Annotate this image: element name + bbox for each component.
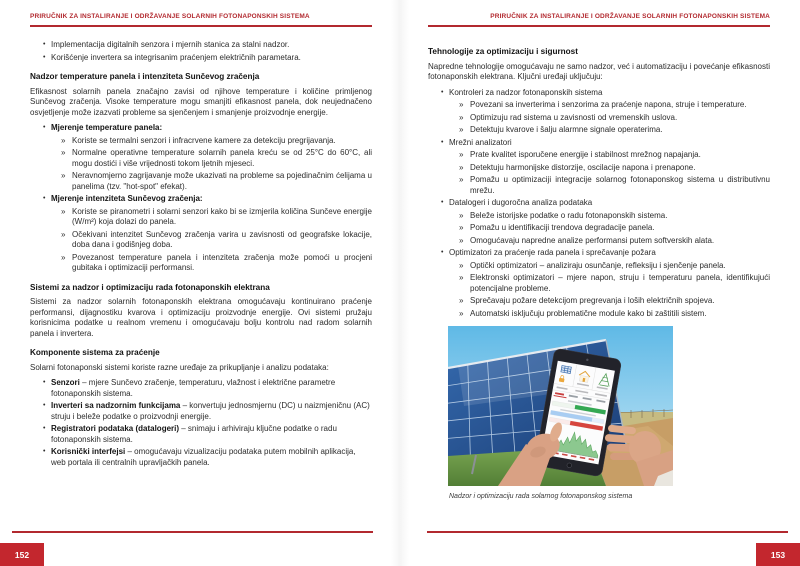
sub-bullet-item (428, 261, 770, 272)
bullet-marker: • (441, 199, 444, 206)
list-item-text: Mjerenje temperature panela: (51, 123, 163, 132)
list-item-text: Detektuju harmonijske distorzije, oscilacije napona i prenapone. (470, 162, 696, 172)
list-item-text: Optimizatori za praćenje rada panela i sprečavanje požara (449, 248, 656, 257)
list-item-text: Optički optimizatori – analiziraju osunčanje, refleksiju i sjenčenje panela. (470, 260, 726, 270)
chevron-marker: » (61, 252, 66, 262)
chevron-marker: » (459, 296, 464, 305)
sub-bullet-item (428, 100, 770, 111)
chevron-marker: » (61, 135, 66, 145)
solar-panel-icon (561, 366, 571, 374)
chevron-marker: » (459, 162, 464, 172)
list-item-text: Datalogeri i dugoročna analiza podataka (449, 198, 593, 207)
list-item-text: Detektuju kvarove i šalju alarmne signale operaterima. (470, 125, 663, 134)
list-item-text: Prate kvalitet isporučene energije i stabilnost mrežnog napajanja. (470, 150, 701, 159)
right-page (400, 0, 800, 566)
sub-bullet-item (428, 309, 770, 320)
sub-bullet-item (30, 136, 372, 147)
list-item-text: Kontroleri za nadzor fotonaponskih sistema (449, 87, 603, 97)
header-rule (30, 25, 372, 27)
list-item-text: Inverteri sa nadzornim funkcijama – konvertuju jednosmjernu (DC) u naizmjeničnu (AC) struju i beleže podatke o proizvodnji energije. (51, 401, 370, 421)
bullet-item (30, 424, 372, 445)
bullet-item (30, 378, 372, 399)
sub-bullet-item (428, 150, 770, 161)
running-header: PRIRUČNIK ZA INSTALIRANJE I ODRŽAVANJE SOLARNIH FOTONAPONSKIH SISTEMA (490, 13, 770, 20)
paragraph: Efikasnost solarnih panela značajno zavisi od njihove temperature i količine primljenog Sunčevog zračenja. Visoke temperature mogu smanjiti efikasnost panela, dok neujednačeno osvjetljenje može izazvati probleme sa sjenčenjem i smanjenje proizvodnje energije. (30, 86, 372, 117)
chevron-marker: » (459, 210, 464, 220)
right-page-content (428, 38, 770, 500)
paragraph: Napredne tehnologije omogućavaju ne samo nadzor, već i automatizaciju i povećanje efikasnosti fotonaponskih elektrana. Ključni uređaji uključuju: (428, 61, 770, 81)
sub-bullet-item (428, 125, 770, 136)
list-item-text: Pomažu u identifikaciji trendova degradacije panela. (470, 223, 655, 232)
bullet-item (30, 53, 372, 64)
bullet-marker: • (43, 53, 46, 61)
chevron-marker: » (61, 229, 66, 239)
page-number: 153 (756, 543, 800, 566)
list-item-text: Optimizuju rad sistema u zavisnosti od vremenskih uslova. (470, 112, 678, 122)
chevron-marker: » (459, 260, 464, 270)
bullet-item (30, 123, 372, 134)
list-item-text: Elektronski optimizatori – mjere napon, struju i temperaturu panela, identifikujući potencijalne probleme. (470, 273, 770, 293)
section-heading: Nadzor temperature panela i intenziteta Sunčevog zračenja (30, 72, 260, 81)
sub-bullet-item (30, 207, 372, 228)
sub-bullet-item (428, 211, 770, 222)
right-page-text (428, 47, 770, 319)
header-rule (428, 25, 770, 27)
list-item-text: Koriste se piranometri i solarni senzori kako bi se izmjerila količina Sunčeve energije (W/m²) koja dolazi do panela. (72, 206, 372, 226)
footer-rule (12, 531, 373, 533)
list-item-text: Koriste se termalni senzori i infracrvene kamere za detekciju pregrijavanja. (72, 135, 336, 145)
sub-bullet-item (428, 273, 770, 294)
running-header: PRIRUČNIK ZA INSTALIRANJE I ODRŽAVANJE SOLARNIH FOTONAPONSKIH SISTEMA (30, 13, 310, 20)
chevron-marker: » (459, 100, 464, 109)
chevron-marker: » (459, 112, 464, 122)
sub-bullet-item (30, 171, 372, 192)
bullet-marker: • (43, 41, 46, 48)
chevron-marker: » (459, 235, 464, 245)
sub-bullet-item (428, 236, 770, 247)
chevron-marker: » (61, 148, 66, 157)
bullet-marker: • (43, 448, 46, 455)
bullet-marker: • (43, 195, 46, 202)
chevron-marker: » (61, 206, 66, 216)
sub-bullet-item (30, 253, 372, 274)
bullet-item (30, 194, 372, 205)
chevron-marker: » (459, 150, 464, 159)
chevron-marker: » (459, 125, 464, 134)
bullet-marker: • (43, 379, 46, 386)
bullet-item (30, 40, 372, 51)
bullet-item (30, 447, 372, 468)
list-item-text: Implementacija digitalnih senzora i mjernih stanica za stalni nadzor. (51, 40, 290, 49)
sub-bullet-item (30, 148, 372, 169)
section-heading: Tehnologije za optimizaciju i sigurnost (428, 47, 578, 56)
footer-rule (427, 531, 788, 533)
page-number: 152 (0, 543, 44, 566)
list-item-text: Korisnički interfejsi – omogućavaju vizualizaciju podataka putem mobilnih aplikacija, web portala ili centralnih upravljačkih panela. (51, 447, 356, 467)
bullet-item (30, 401, 372, 422)
chevron-marker: » (459, 175, 464, 184)
sub-bullet-item (428, 296, 770, 307)
list-item-text: Registratori podataka (datalogeri) – snimaju i arhiviraju ključne podatke o radu fotonaponskih sistema. (51, 424, 337, 444)
list-item-text: Povezanost temperature panela i intenziteta zračenja može pomoći u procjeni gubitaka i optimizaciji performansi. (72, 252, 372, 272)
list-item-text: Normalne operativne temperature solarnih panela kreću se od 25°C do 60°C, ali mogu dostići i više vrijednosti tokom ljetnih mjeseci. (72, 148, 372, 168)
bullet-item (428, 88, 770, 99)
bullet-marker: • (43, 402, 46, 409)
bullet-marker: • (441, 138, 444, 146)
figure-image (448, 326, 673, 486)
paragraph: Sistemi za nadzor solarnih fotonaponskih elektrana omogućavaju kontinuirano praćenje performansi, dijagnostiku kvarova i optimizaciju proizvodnje energije. Ovi sistemi pružaju korisnicima podatke u realnom vremenu i omogućavaju bolju kontrolu nad radom solarnih panela i invertera. (30, 297, 372, 338)
list-item-text: Mrežni analizatori (449, 137, 512, 147)
list-item-text: Neravnomjerno zagrijavanje može ukazivati na probleme sa pojedinačnim ćelijama u panelima (tzv. "hot-spot" efekat). (72, 171, 372, 191)
list-item-text: Sprečavaju požare detekcijom pregrevanja i loših električnih spojeva. (470, 296, 715, 305)
bullet-marker: • (441, 88, 444, 96)
list-item-text: Senzori – mjere Sunčevo zračenje, temperaturu, vlažnost i električne parametre fotonaponskih sistema. (51, 378, 336, 398)
bullet-marker: • (441, 249, 444, 256)
sub-bullet-item (428, 175, 770, 196)
chevron-marker: » (459, 273, 464, 282)
sub-bullet-item (428, 163, 770, 174)
section-heading: Sistemi za nadzor i optimizaciju rada fotonaponskih elektrana (30, 282, 270, 292)
list-item-text: Povezani sa inverterima i senzorima za praćenje napona, struje i temperature. (470, 100, 747, 109)
left-page-content (30, 38, 372, 469)
list-item-text: Korišćenje invertera sa integrisanim praćenjem električnih parametara. (51, 52, 301, 62)
list-item-text: Pomažu u optimizaciji integracije solarnog fotonaponskog sistema u distributivnu mrežu. (470, 175, 770, 195)
bullet-marker: • (43, 425, 46, 432)
sub-bullet-item (428, 223, 770, 234)
bullet-item (428, 248, 770, 259)
list-item-text: Automatski isključuju problematične module kako bi zaštitili sistem. (470, 308, 707, 318)
sub-bullet-item (428, 113, 770, 124)
bullet-marker: • (43, 124, 46, 131)
list-item-text: Mjerenje intenziteta Sunčevog zračenja: (51, 194, 203, 203)
bullet-item (428, 198, 770, 209)
figure (448, 326, 673, 500)
chevron-marker: » (61, 171, 66, 180)
list-item-text: Omogućavaju napredne analize performansi putem softverskih alata. (470, 235, 715, 245)
paragraph: Solarni fotonaponski sistemi koriste razne uređaje za prikupljanje i analizu podataka: (30, 362, 329, 372)
chevron-marker: » (459, 308, 464, 318)
sub-bullet-item (30, 230, 372, 251)
figure-caption: Nadzor i optimizaciju rada solarnog fotonaponskog sistema (449, 493, 633, 500)
list-item-text: Očekivani intenzitet Sunčevog zračenja varira u zavisnosti od geografske lokacije, doba dana i godišnjeg doba. (72, 229, 372, 249)
list-item-text: Beleže istorijske podatke o radu fotonaponskih sistema. (470, 210, 668, 220)
chevron-marker: » (459, 223, 464, 232)
bullet-item (428, 138, 770, 149)
section-heading: Komponente sistema za praćenje (30, 348, 160, 357)
